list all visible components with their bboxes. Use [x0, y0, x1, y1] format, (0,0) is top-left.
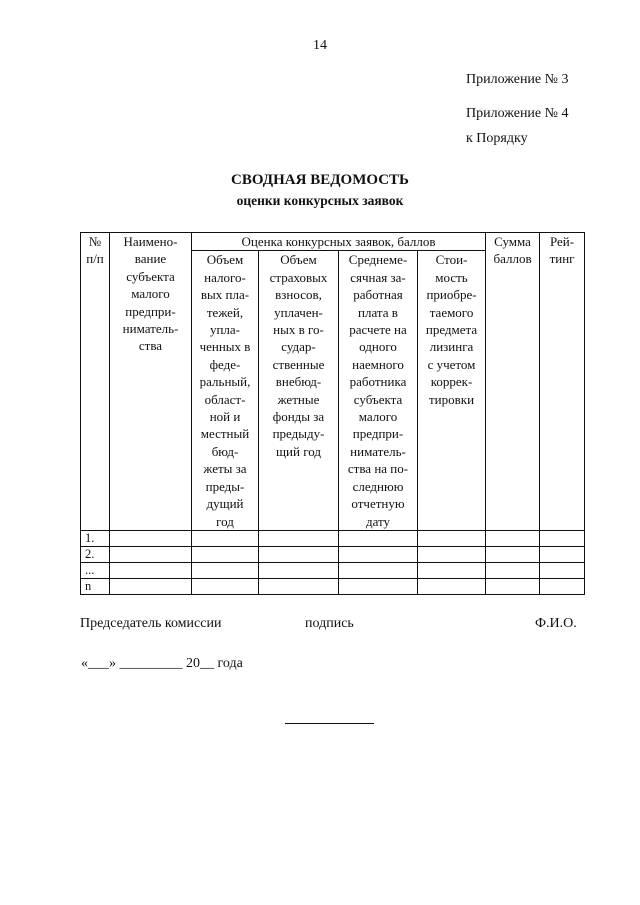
table-cell [259, 578, 339, 594]
header-average-salary: Среднеме- сячная за- работная плата в расчете на одного наемного работника субъекта малого предпри- ниматель- ства на по- следнюю отчетную дату [339, 251, 418, 531]
table-cell [418, 530, 486, 546]
header-leasing-cost: Стои- мость приобре- таемого предмета лизинга с учетом коррек- тировки [418, 251, 486, 531]
table-cell [418, 546, 486, 562]
table-row [81, 562, 585, 578]
header-entity-name: Наимено- вание субъекта малого предпри- ниматель- ства [110, 233, 192, 531]
table-cell [486, 578, 540, 594]
header-evaluation-group: Оценка конкурсных заявок, баллов [192, 233, 486, 251]
row-number: 2. [81, 546, 110, 562]
table-cell [540, 546, 585, 562]
row-number: n [81, 578, 110, 594]
table-cell [192, 546, 259, 562]
table-cell [192, 530, 259, 546]
annex-line-3: к Порядку [466, 131, 528, 146]
table-cell [486, 530, 540, 546]
full-name-label: Ф.И.О. [535, 616, 577, 631]
page-number: 14 [313, 38, 327, 53]
table-cell [259, 546, 339, 562]
table-cell [540, 562, 585, 578]
table-cell [110, 578, 192, 594]
table-cell [110, 562, 192, 578]
chairman-label: Председатель комиссии [80, 616, 222, 631]
header-insurance-contributions: Объем страховых взносов, уплачен- ных в го- судар- ственные внебюд- жетные фонды за предыду- щий год [259, 251, 339, 531]
table-cell [339, 530, 418, 546]
document-subtitle: оценки конкурсных заявок [236, 193, 404, 208]
table-cell [339, 546, 418, 562]
table-cell [339, 578, 418, 594]
row-number: ... [81, 562, 110, 578]
table-cell [486, 546, 540, 562]
annex-line-2: Приложение № 4 [466, 106, 569, 121]
bottom-rule [285, 723, 374, 724]
header-tax-payments: Объем налого- вых пла- тежей, упла- ченных в феде- ральный, област- ной и местный бюд- жеты за преды- дущий год [192, 251, 259, 531]
table-cell [486, 562, 540, 578]
table-cell [259, 562, 339, 578]
header-number: № п/п [81, 233, 110, 531]
table-cell [418, 578, 486, 594]
table-cell [540, 578, 585, 594]
table-cell [339, 562, 418, 578]
table-cell [259, 530, 339, 546]
table-cell [192, 562, 259, 578]
summary-table [80, 232, 585, 595]
table-cell [418, 562, 486, 578]
annex-line-1: Приложение № 3 [466, 72, 569, 87]
date-line: «___» _________ 20__ года [81, 656, 243, 671]
row-number: 1. [81, 530, 110, 546]
header-rating: Рей- тинг [540, 233, 585, 531]
table-cell [110, 530, 192, 546]
table-row [81, 578, 585, 594]
header-total-score: Сумма баллов [486, 233, 540, 531]
document-title: СВОДНАЯ ВЕДОМОСТЬ [231, 172, 409, 188]
signature-label: подпись [305, 616, 354, 631]
table-cell [192, 578, 259, 594]
table-row [81, 546, 585, 562]
table-row [81, 530, 585, 546]
table-cell [110, 546, 192, 562]
table-cell [540, 530, 585, 546]
